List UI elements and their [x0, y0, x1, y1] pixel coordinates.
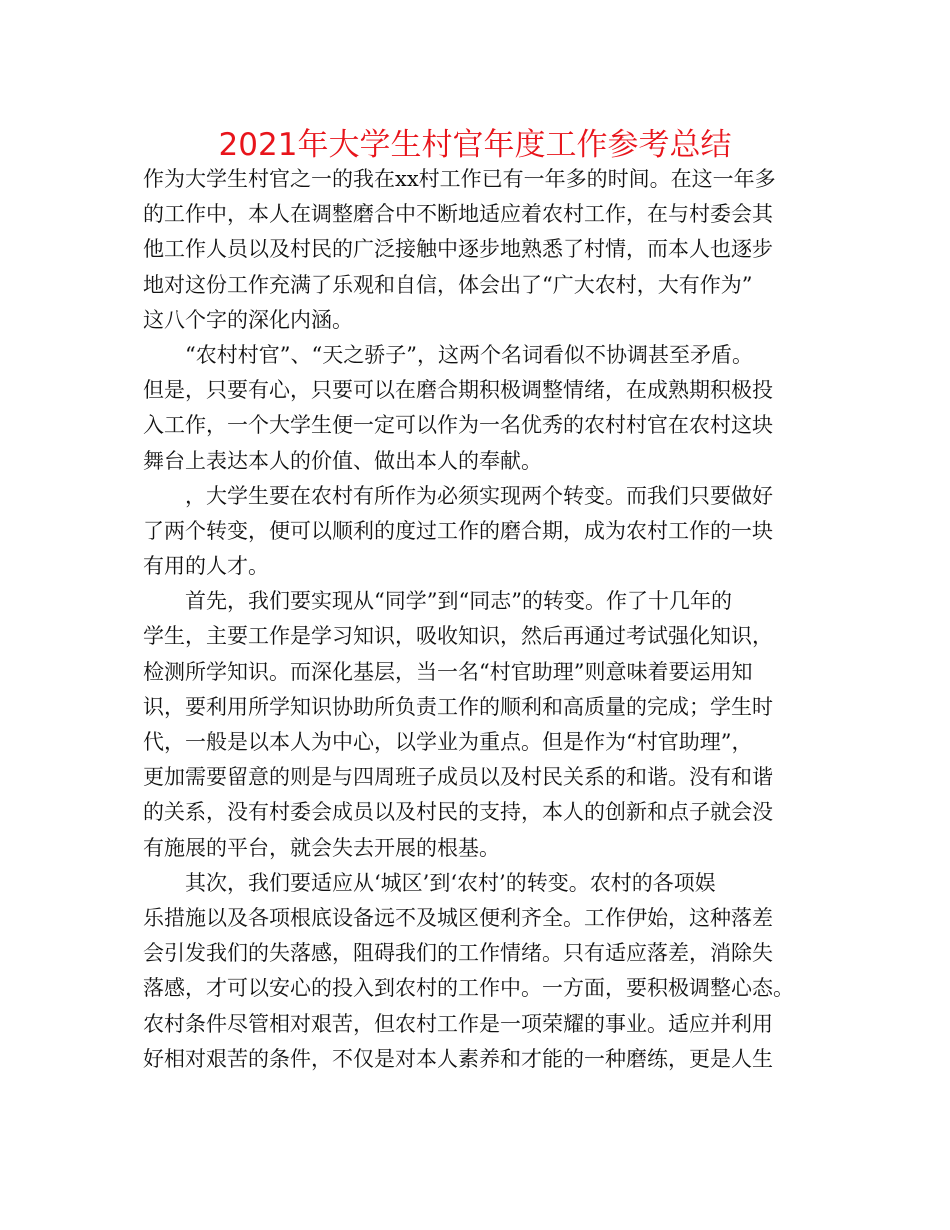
text-line: 学生，主要工作是学习知识，吸收知识，然后再通过考试强化知识，	[143, 624, 773, 649]
text-line: 地对这份工作充满了乐观和自信，体会出了“广大农村，大有作为”	[143, 272, 753, 297]
text-line: “农村村官”、“天之骄子”，这两个名词看似不协调甚至矛盾。	[185, 342, 753, 367]
text-line: 代，一般是以本人为中心，以学业为重点。但是作为“村官助理”，	[143, 730, 753, 754]
text-line: 有用的人才。	[143, 554, 269, 579]
text-line: 识，要利用所学知识协助所负责工作的顺利和高质量的完成；学生时	[143, 694, 773, 719]
text-line: 好相对艰苦的条件，不仅是对本人素养和才能的一种磨练，更是人生	[143, 1046, 773, 1071]
text-line: 首先，我们要实现从“同学”到“同志”的转变。作了十几年的	[185, 589, 732, 614]
text-line: 其次，我们要适应从‘城区’到‘农村’的转变。农村的各项娱	[185, 870, 716, 895]
paragraph	[143, 162, 833, 338]
text-line: 更加需要留意的则是与四周班子成员以及村民关系的和谐。没有和谐	[143, 765, 773, 790]
text-line: 舞台上表达本人的价值、做出本人的奉献。	[143, 448, 542, 473]
text-line: 的关系，没有村委会成员以及村民的支持，本人的创新和点子就会没	[143, 800, 773, 825]
paragraph	[143, 584, 833, 866]
text-line: 检测所学知识。而深化基层，当一名“村官助理”则意味着要运用知	[143, 659, 753, 684]
text-line: 有施展的平台，就会失去开展的根基。	[143, 835, 500, 860]
paragraph	[143, 338, 833, 479]
text-line: ，大学生要在农村有所作为必须实现两个转变。而我们只要做好	[185, 483, 773, 508]
text-line: 了两个转变，便可以顺利的度过工作的磨合期，成为农村工作的一块	[143, 518, 773, 543]
text-line: 农村条件尽管相对艰苦，但农村工作是一项荣耀的事业。适应并利用	[143, 1011, 773, 1036]
text-line: 这八个字的深化内涵。	[143, 307, 353, 332]
text-line: 会引发我们的失落感，阻碍我们的工作情绪。只有适应落差，消除失	[143, 941, 773, 966]
text-line: 入工作，一个大学生便一定可以作为一名优秀的农村村官在农村这块	[143, 413, 773, 438]
paragraph	[143, 866, 833, 1077]
text-line: 作为大学生村官之一的我在xx村工作已有一年多的时间。在这一年多	[143, 167, 776, 191]
text-line: 他工作人员以及村民的广泛接触中逐步地熟悉了村情，而本人也逐步	[143, 237, 773, 262]
text-line: 乐措施以及各项根底设备远不及城区便利齐全。工作伊始，这种落差	[143, 905, 773, 930]
text-line: 但是，只要有心，只要可以在磨合期积极调整情绪，在成熟期积极投	[143, 378, 773, 403]
text-line: 的工作中，本人在调整磨合中不断地适应着农村工作，在与村委会其	[143, 202, 773, 227]
document-body	[143, 162, 833, 1077]
text-line: 落感，才可以安心的投入到农村的工作中。一方面，要积极调整心态。	[143, 976, 794, 1001]
paragraph	[143, 479, 833, 585]
document-title: 2021年大学生村官年度工作参考总结	[218, 127, 732, 163]
